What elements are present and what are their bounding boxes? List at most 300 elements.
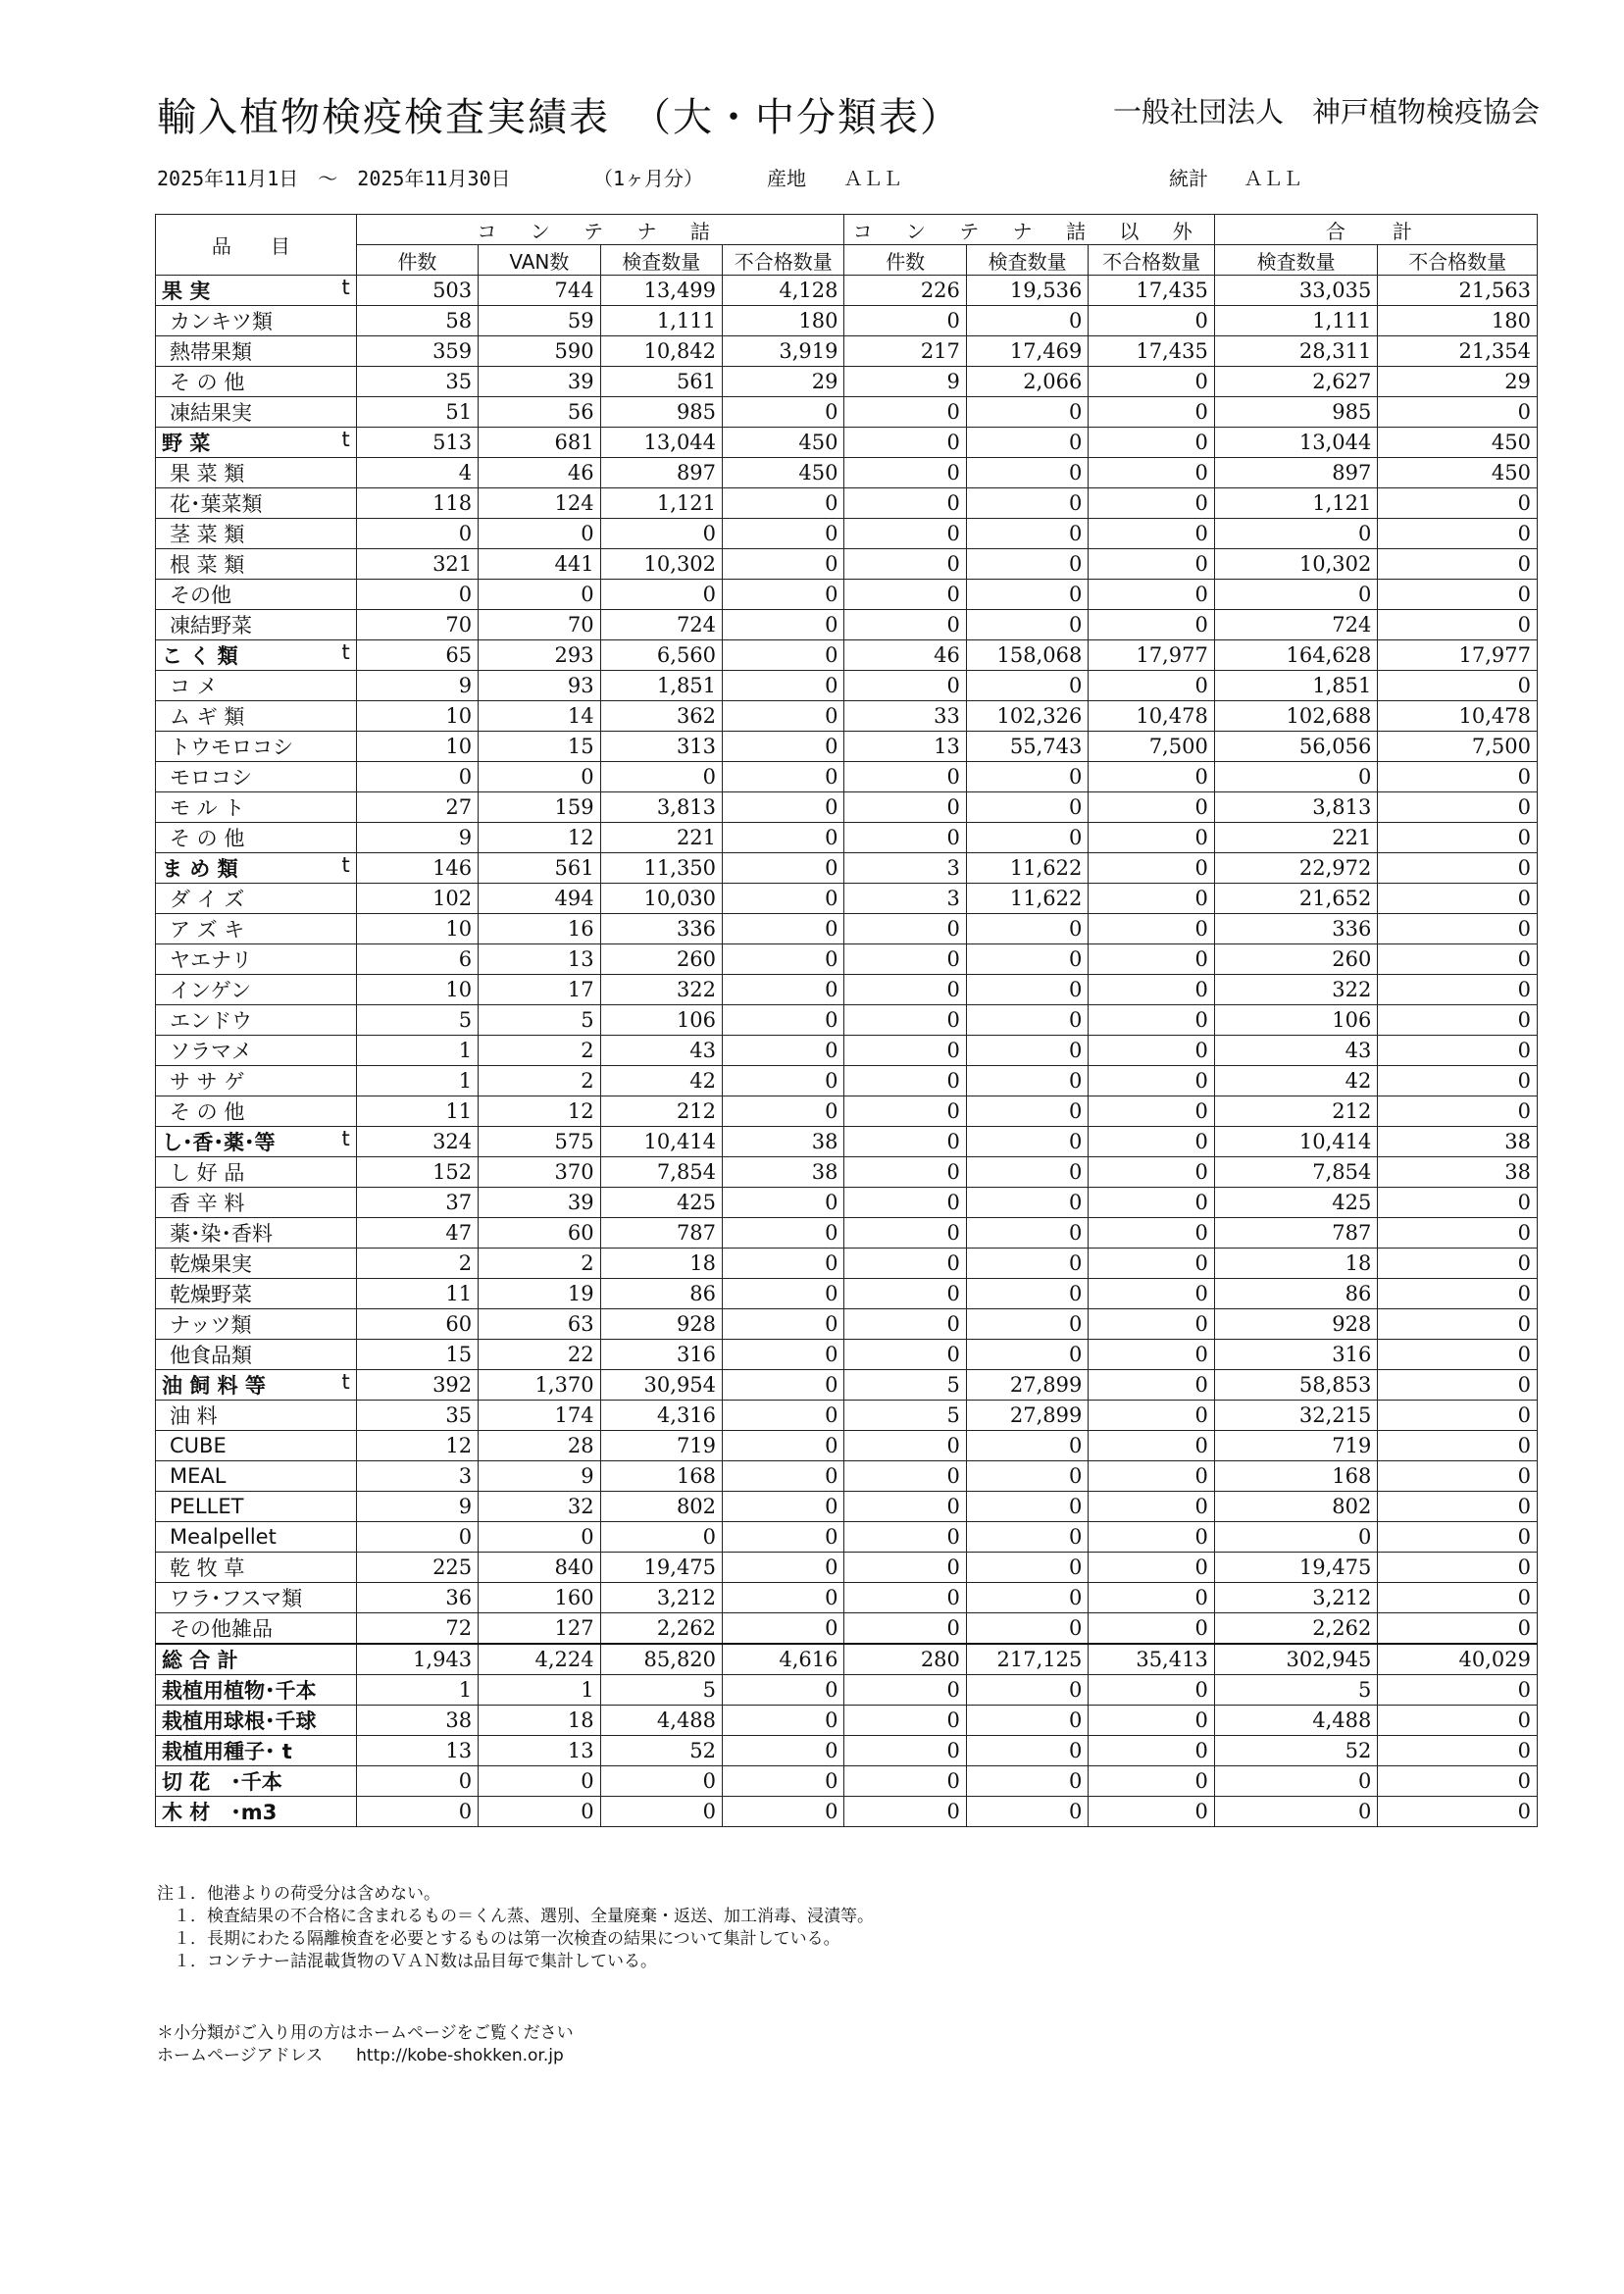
row-item-label: ム ギ 類 [170, 705, 245, 729]
row-unit: t [341, 640, 350, 664]
table-cell: 0 [1089, 1188, 1214, 1218]
table-cell: 0 [1089, 367, 1214, 397]
col-header: 不合格数量 [1089, 245, 1214, 276]
table-cell: 10,414 [1214, 1127, 1378, 1157]
table-cell: 0 [1378, 1309, 1538, 1340]
table-cell: 0 [844, 1279, 966, 1309]
row-item-name [156, 519, 357, 549]
table-cell: 63 [479, 1309, 600, 1340]
table-cell: 127 [479, 1613, 600, 1645]
table-cell: 313 [600, 732, 722, 762]
table-cell: 0 [723, 671, 844, 701]
table-cell: 0 [1378, 1736, 1538, 1766]
table-cell: 0 [844, 1005, 966, 1036]
table-cell: 17,435 [1089, 276, 1214, 306]
row-item-label: CUBE [170, 1434, 227, 1457]
table-cell: 3,212 [600, 1583, 722, 1613]
table-row [156, 519, 1538, 549]
table-cell: 160 [479, 1583, 600, 1613]
row-unit: t [341, 1370, 350, 1394]
table-cell: 0 [479, 1522, 600, 1553]
table-cell: 0 [844, 1249, 966, 1279]
row-item-label: 凍結野菜 [170, 614, 252, 637]
table-cell: 0 [1214, 1522, 1378, 1553]
table-cell: 0 [723, 640, 844, 671]
origin-value: ＡＬＬ [843, 167, 902, 190]
table-cell: 0 [1378, 549, 1538, 580]
table-cell: 0 [1214, 762, 1378, 792]
table-cell: 0 [844, 1613, 966, 1645]
table-cell: 4,316 [600, 1401, 722, 1431]
row-item-name [156, 1706, 357, 1736]
row-item-name [156, 792, 357, 823]
row-item-name [156, 914, 357, 944]
table-cell: 226 [844, 276, 966, 306]
table-cell: 0 [1089, 1127, 1214, 1157]
table-cell: 450 [1378, 428, 1538, 458]
table-cell: 1,370 [479, 1370, 600, 1401]
table-cell: 0 [1378, 1218, 1538, 1249]
table-cell: 159 [479, 792, 600, 823]
row-item-name [156, 428, 357, 458]
row-item-label: ワラ･フスマ類 [170, 1587, 303, 1610]
table-cell: 336 [600, 914, 722, 944]
table-cell: 46 [844, 640, 966, 671]
table-cell: 0 [844, 1583, 966, 1613]
table-cell: 10,414 [600, 1127, 722, 1157]
table-cell: 0 [723, 1492, 844, 1522]
footer-line: ＊小分類がご入り用の方はホームページをご覧ください [157, 2023, 574, 2043]
table-cell: 1 [356, 1675, 478, 1706]
table-cell: 0 [1089, 853, 1214, 884]
table-cell: 19,475 [1214, 1553, 1378, 1583]
table-cell: 1,111 [600, 306, 722, 336]
table-cell: 0 [1089, 1706, 1214, 1736]
row-item-label: 他食品類 [170, 1344, 252, 1367]
table-cell: 719 [600, 1431, 722, 1461]
table-cell: 0 [844, 549, 966, 580]
table-cell: 0 [1089, 762, 1214, 792]
table-cell: 9 [356, 1492, 478, 1522]
header-total: 合 計 [1214, 215, 1537, 245]
table-cell: 11,622 [966, 884, 1088, 914]
row-item-name [156, 610, 357, 640]
table-cell: 22,972 [1214, 853, 1378, 884]
table-cell: 58,853 [1214, 1370, 1378, 1401]
table-cell: 52 [1214, 1736, 1378, 1766]
header-noncontainer: コ ン テ ナ 詰 以 外 [844, 215, 1214, 245]
row-item-name [156, 671, 357, 701]
col-header: 件数 [844, 245, 966, 276]
table-cell: 0 [1214, 519, 1378, 549]
table-cell: 0 [844, 792, 966, 823]
table-cell: 168 [600, 1461, 722, 1492]
row-item-label: 香 辛 料 [170, 1192, 245, 1215]
table-cell: 0 [1089, 1157, 1214, 1188]
row-item-name [156, 1370, 357, 1401]
table-cell: 10,478 [1378, 701, 1538, 732]
table-cell: 0 [723, 519, 844, 549]
row-item-label: PELLET [170, 1495, 244, 1518]
table-cell: 10 [356, 975, 478, 1005]
table-row [156, 1340, 1538, 1370]
row-item-name [156, 1461, 357, 1492]
table-cell: 4,224 [479, 1644, 600, 1675]
table-cell: 0 [1214, 1766, 1378, 1797]
table-cell: 70 [479, 610, 600, 640]
table-cell: 38 [356, 1706, 478, 1736]
table-cell: 0 [356, 1766, 478, 1797]
table-cell: 324 [356, 1127, 478, 1157]
table-cell: 0 [1378, 488, 1538, 519]
row-item-label: 果 菜 類 [170, 462, 245, 485]
table-cell: 10 [356, 701, 478, 732]
table-cell: 0 [844, 1096, 966, 1127]
table-cell: 29 [723, 367, 844, 397]
table-cell: 0 [1089, 1066, 1214, 1096]
table-cell: 985 [1214, 397, 1378, 428]
table-cell: 9 [356, 823, 478, 853]
table-cell: 2,262 [600, 1613, 722, 1645]
table-cell: 0 [723, 397, 844, 428]
note-line: １．検査結果の不合格に含まれるもの＝くん蒸、選別、全量廃棄・返送、加工消毒、浸漬等。 [157, 1907, 874, 1926]
table-cell: 0 [1378, 1036, 1538, 1066]
table-cell: 0 [1089, 1613, 1214, 1645]
table-cell: 0 [1378, 1096, 1538, 1127]
note-line: １．コンテナー詰混載貨物のＶＡＮ数は品目毎で集計している。 [157, 1952, 657, 1971]
table-cell: 0 [1378, 823, 1538, 853]
table-cell: 0 [844, 397, 966, 428]
period-range: 2025年11月1日 ～ 2025年11月30日 [157, 167, 511, 190]
table-cell: 11 [356, 1279, 478, 1309]
table-cell: 35,413 [1089, 1644, 1214, 1675]
table-cell: 0 [600, 519, 722, 549]
row-item-label: そ の 他 [170, 1100, 245, 1124]
table-cell: 0 [966, 1218, 1088, 1249]
table-cell: 0 [1378, 1401, 1538, 1431]
row-unit: t [341, 276, 350, 299]
table-cell: 0 [966, 1157, 1088, 1188]
row-unit: t [341, 1127, 350, 1150]
table-cell: 0 [966, 944, 1088, 975]
table-cell: 18 [600, 1249, 722, 1279]
row-item-name [156, 306, 357, 336]
table-cell: 0 [966, 792, 1088, 823]
table-row [156, 640, 1538, 671]
table-cell: 42 [600, 1066, 722, 1096]
table-cell: 0 [479, 1766, 600, 1797]
table-cell: 86 [600, 1279, 722, 1309]
table-cell: 3,919 [723, 336, 844, 367]
row-item-label: こ く 類 [162, 644, 238, 668]
table-cell: 0 [723, 853, 844, 884]
table-cell: 0 [844, 610, 966, 640]
table-cell: 3,813 [1214, 792, 1378, 823]
inspection-results-table [155, 214, 1538, 1827]
table-cell: 217 [844, 336, 966, 367]
table-cell: 0 [1089, 488, 1214, 519]
table-cell: 0 [1089, 792, 1214, 823]
row-item-label: ま め 類 [162, 857, 238, 881]
table-row [156, 1066, 1538, 1096]
table-cell: 0 [723, 701, 844, 732]
table-cell: 0 [966, 1096, 1088, 1127]
table-cell: 106 [600, 1005, 722, 1036]
table-cell: 36 [356, 1583, 478, 1613]
table-cell: 5 [844, 1370, 966, 1401]
row-item-label: その他雑品 [170, 1617, 273, 1641]
table-row [156, 1553, 1538, 1583]
table-cell: 0 [844, 1218, 966, 1249]
row-item-name [156, 1249, 357, 1279]
table-cell: 0 [966, 1309, 1088, 1340]
table-row [156, 1005, 1538, 1036]
table-cell: 1,121 [600, 488, 722, 519]
table-cell: 0 [1378, 1522, 1538, 1553]
table-cell: 0 [723, 1766, 844, 1797]
table-cell: 32,215 [1214, 1401, 1378, 1431]
table-cell: 2 [479, 1249, 600, 1279]
table-cell: 30,954 [600, 1370, 722, 1401]
table-cell: 0 [966, 1431, 1088, 1461]
table-cell: 0 [1089, 1370, 1214, 1401]
table-cell: 118 [356, 488, 478, 519]
table-cell: 17,977 [1089, 640, 1214, 671]
table-cell: 392 [356, 1370, 478, 1401]
table-cell: 2,066 [966, 367, 1088, 397]
table-cell: 3 [356, 1461, 478, 1492]
table-cell: 0 [844, 1706, 966, 1736]
row-item-label: インゲン [170, 979, 252, 1002]
table-cell: 0 [844, 519, 966, 549]
table-cell: 180 [723, 306, 844, 336]
table-cell: 0 [1378, 884, 1538, 914]
row-item-label: ダ イ ズ [170, 888, 245, 911]
table-row [156, 884, 1538, 914]
row-item-label: ナッツ類 [170, 1313, 252, 1337]
table-cell: 0 [1378, 1340, 1538, 1370]
table-cell: 0 [1089, 306, 1214, 336]
row-item-label: 根 菜 類 [170, 553, 245, 577]
table-cell: 0 [1089, 1036, 1214, 1066]
table-cell: 0 [723, 1706, 844, 1736]
row-item-name [156, 975, 357, 1005]
row-item-label: カンキツ類 [170, 310, 273, 333]
header-item: 品 目 [156, 215, 357, 276]
row-item-name [156, 1066, 357, 1096]
table-cell: 0 [1378, 1249, 1538, 1279]
table-cell: 37 [356, 1188, 478, 1218]
row-item-label: トウモロコシ [170, 736, 293, 759]
row-item-name [156, 276, 357, 306]
table-cell: 0 [723, 762, 844, 792]
table-cell: 0 [966, 1249, 1088, 1279]
table-cell: 0 [844, 306, 966, 336]
row-item-name [156, 1127, 357, 1157]
table-cell: 15 [479, 732, 600, 762]
table-cell: 0 [1089, 1583, 1214, 1613]
table-row [156, 701, 1538, 732]
table-cell: 0 [723, 1096, 844, 1127]
table-cell: 0 [1378, 975, 1538, 1005]
row-item-label: モロコシ [170, 766, 252, 790]
table-cell: 0 [723, 1431, 844, 1461]
table-cell: 0 [723, 944, 844, 975]
table-cell: 513 [356, 428, 478, 458]
table-cell: 39 [479, 1188, 600, 1218]
table-cell: 3 [844, 884, 966, 914]
table-cell: 744 [479, 276, 600, 306]
row-item-label: 薬･染･香料 [170, 1222, 273, 1246]
table-cell: 9 [356, 671, 478, 701]
table-cell: 719 [1214, 1431, 1378, 1461]
table-cell: 124 [479, 488, 600, 519]
row-unit: t [341, 853, 350, 877]
table-cell: 928 [600, 1309, 722, 1340]
table-cell: 0 [844, 1675, 966, 1706]
table-cell: 0 [1089, 944, 1214, 975]
table-row [156, 1797, 1538, 1827]
table-cell: 316 [1214, 1340, 1378, 1370]
table-cell: 217,125 [966, 1644, 1088, 1675]
table-cell: 0 [966, 610, 1088, 640]
table-cell: 322 [600, 975, 722, 1005]
table-cell: 1,851 [600, 671, 722, 701]
table-row [156, 397, 1538, 428]
table-cell: 0 [1089, 1005, 1214, 1036]
row-item-name [156, 1766, 357, 1797]
table-cell: 0 [1089, 1766, 1214, 1797]
table-cell: 1,111 [1214, 306, 1378, 336]
table-cell: 0 [723, 1249, 844, 1279]
table-cell: 0 [479, 762, 600, 792]
table-cell: 2,627 [1214, 367, 1378, 397]
table-cell: 0 [723, 884, 844, 914]
table-cell: 0 [844, 1736, 966, 1766]
col-header: 件数 [356, 245, 478, 276]
table-cell: 27,899 [966, 1370, 1088, 1401]
table-row [156, 1096, 1538, 1127]
row-item-label: サ サ ゲ [170, 1070, 245, 1094]
col-header: 不合格数量 [723, 245, 844, 276]
table-cell: 43 [1214, 1036, 1378, 1066]
table-cell: 58 [356, 306, 478, 336]
table-row [156, 1036, 1538, 1066]
table-cell: 0 [1378, 914, 1538, 944]
col-header: 検査数量 [966, 245, 1088, 276]
table-row [156, 336, 1538, 367]
table-cell: 0 [723, 1340, 844, 1370]
row-item-label: エンドウ [170, 1009, 252, 1033]
row-item-label: モ ル ト [170, 796, 245, 820]
table-cell: 13,499 [600, 276, 722, 306]
table-cell: 0 [844, 762, 966, 792]
table-cell: 28 [479, 1431, 600, 1461]
table-cell: 0 [966, 1127, 1088, 1157]
col-header: 検査数量 [600, 245, 722, 276]
table-cell: 28,311 [1214, 336, 1378, 367]
table-cell: 18 [479, 1706, 600, 1736]
table-cell: 0 [966, 1036, 1088, 1066]
col-header: 不合格数量 [1378, 245, 1538, 276]
table-cell: 0 [844, 458, 966, 488]
row-item-name [156, 336, 357, 367]
table-cell: 0 [966, 1492, 1088, 1522]
table-cell: 0 [966, 1066, 1088, 1096]
footer-line: ホームページアドレス http://kobe-shokken.or.jp [157, 2046, 564, 2065]
table-cell: 0 [1089, 519, 1214, 549]
row-item-name [156, 458, 357, 488]
row-item-name [156, 1583, 357, 1613]
row-item-name [156, 1522, 357, 1553]
table-cell: 0 [1378, 944, 1538, 975]
table-cell: 0 [723, 1218, 844, 1249]
table-cell: 52 [600, 1736, 722, 1766]
row-item-name [156, 884, 357, 914]
table-cell: 0 [966, 458, 1088, 488]
table-row [156, 914, 1538, 944]
table-cell: 0 [1378, 1005, 1538, 1036]
table-cell: 0 [1214, 1797, 1378, 1827]
table-cell: 7,854 [600, 1157, 722, 1188]
table-cell: 441 [479, 549, 600, 580]
table-cell: 0 [1378, 1583, 1538, 1613]
table-cell: 9 [479, 1461, 600, 1492]
table-cell: 0 [723, 1370, 844, 1401]
table-row [156, 1401, 1538, 1431]
row-item-name [156, 488, 357, 519]
table-cell: 985 [600, 397, 722, 428]
table-cell: 0 [1089, 1249, 1214, 1279]
table-cell: 38 [723, 1127, 844, 1157]
table-row [156, 1583, 1538, 1613]
table-cell: 494 [479, 884, 600, 914]
table-row [156, 1461, 1538, 1492]
table-cell: 0 [1089, 1736, 1214, 1766]
table-cell: 0 [723, 1675, 844, 1706]
table-cell: 5 [600, 1675, 722, 1706]
table-cell: 0 [844, 914, 966, 944]
table-cell: 12 [356, 1431, 478, 1461]
table-cell: 280 [844, 1644, 966, 1675]
table-cell: 450 [1378, 458, 1538, 488]
table-row [156, 1127, 1538, 1157]
table-cell: 0 [723, 1279, 844, 1309]
table-cell: 0 [844, 1036, 966, 1066]
row-item-name [156, 823, 357, 853]
table-cell: 1,851 [1214, 671, 1378, 701]
row-item-label: 総 合 計 [162, 1649, 238, 1672]
table-cell: 362 [600, 701, 722, 732]
row-item-name [156, 701, 357, 732]
table-row [156, 792, 1538, 823]
table-cell: 0 [966, 1583, 1088, 1613]
table-row [156, 823, 1538, 853]
table-cell: 0 [723, 580, 844, 610]
table-cell: 1,121 [1214, 488, 1378, 519]
row-item-name [156, 1096, 357, 1127]
row-item-name [156, 1613, 357, 1645]
table-cell: 0 [723, 1401, 844, 1431]
table-cell: 0 [844, 1522, 966, 1553]
table-cell: 19,536 [966, 276, 1088, 306]
table-cell: 212 [1214, 1096, 1378, 1127]
table-cell: 35 [356, 367, 478, 397]
table-cell: 39 [479, 367, 600, 397]
table-cell: 0 [1089, 914, 1214, 944]
row-item-label: 栽植用植物･千本 [162, 1679, 317, 1703]
table-cell: 0 [600, 762, 722, 792]
